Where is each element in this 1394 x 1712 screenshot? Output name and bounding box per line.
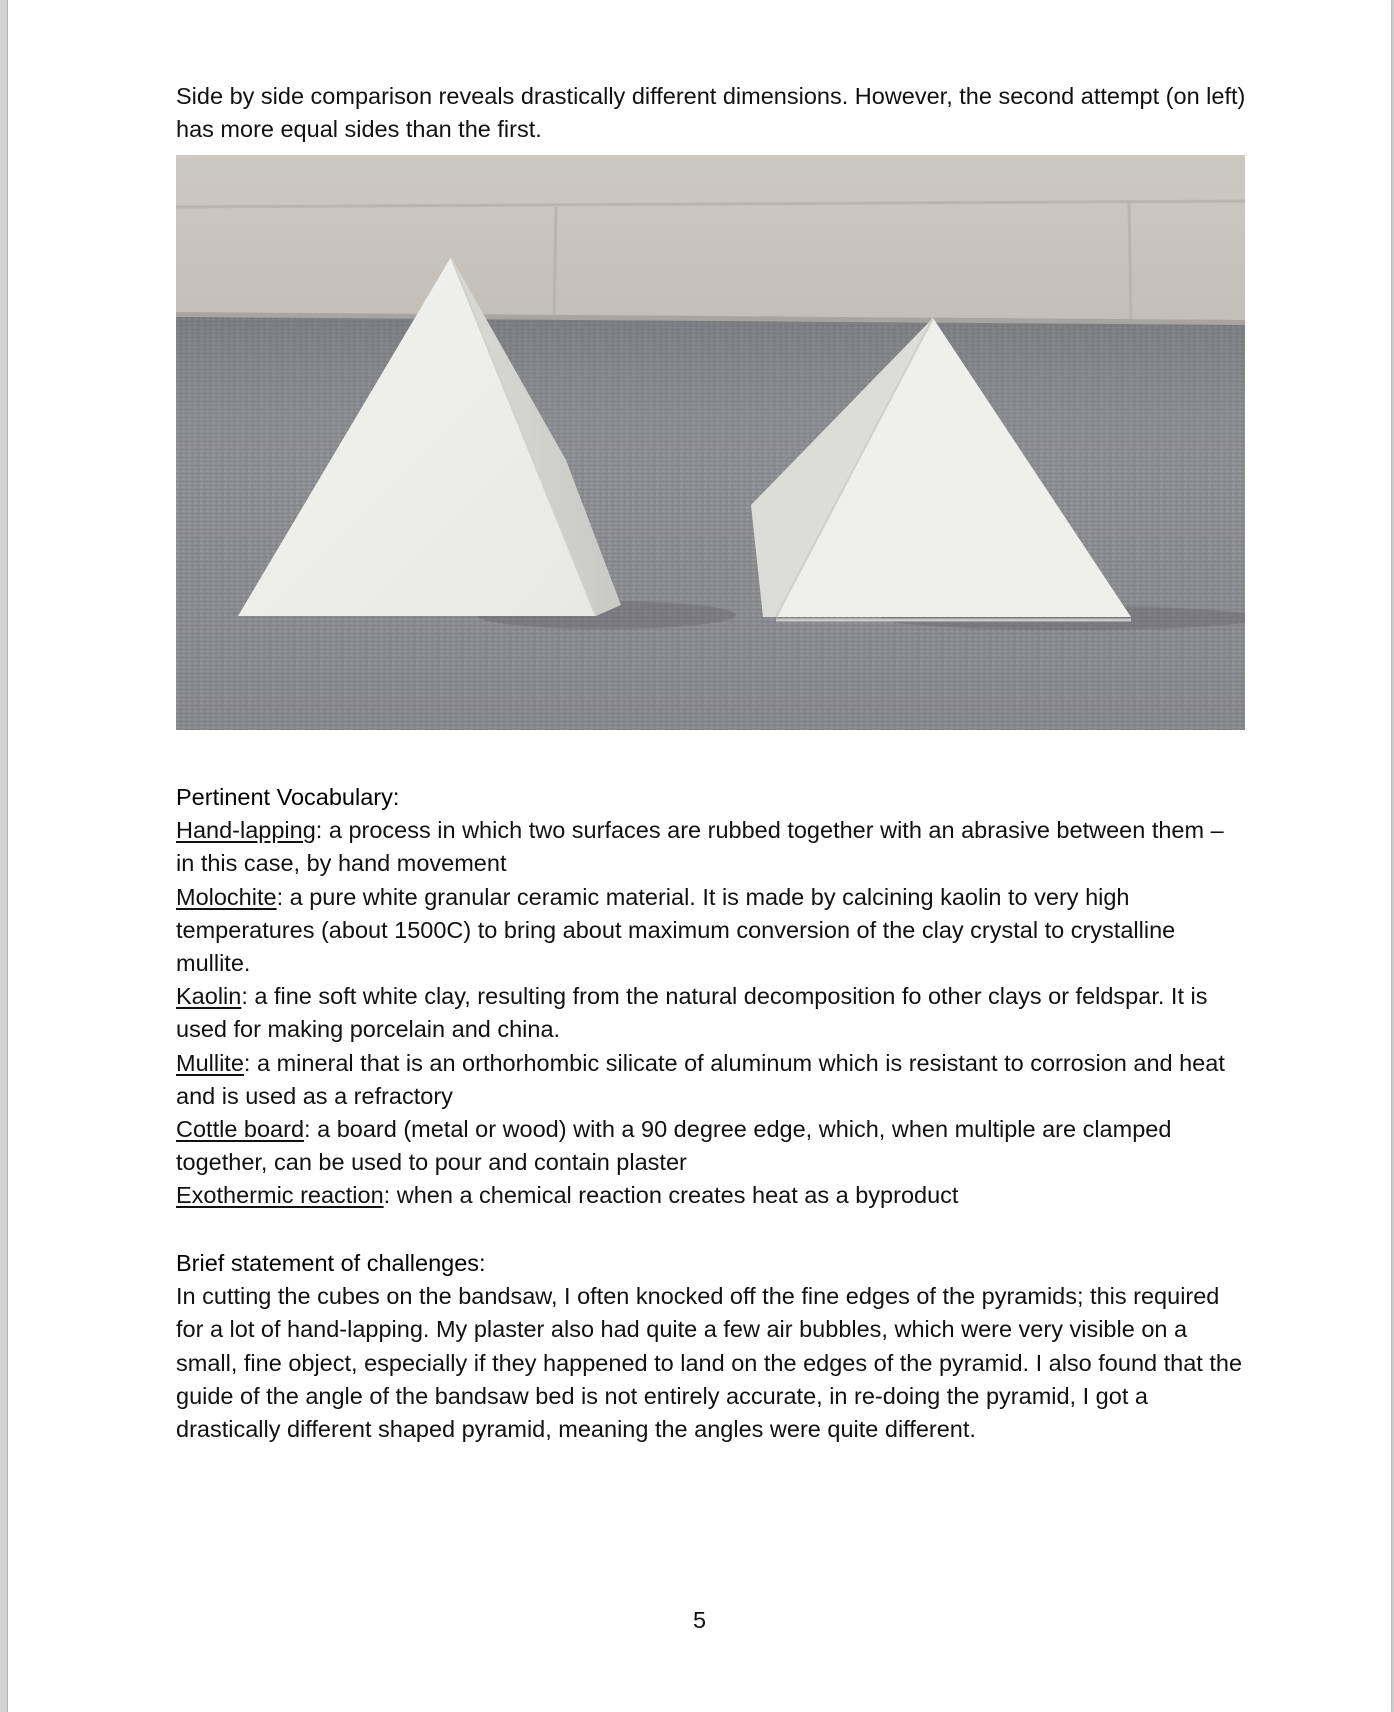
challenges-paragraph: In cutting the cubes on the bandsaw, I often knocked off the fine edges of the pyramids; this required for a lot of hand-lapping. My plaster also had quite a few air bubbles, which were very visible on a small, fine object, especially if they happened to land on the edges of the pyramid. I also found that the guide of the angle of the bandsaw bed is not entirely accurate, in re-doing the pyramid, I got a drastically different shaped pyramid, meaning the angles were quite different. [176, 1283, 1243, 1443]
vocab-definition: : a board (metal or wood) with a 90 degree edge, which, when multiple are clamped together, can be used to pour and contain plaster [176, 1116, 1172, 1176]
vocab-term: Exothermic reaction [176, 1182, 384, 1209]
vocab-term: Molochite [176, 883, 277, 910]
challenges-heading: Brief statement of challenges: [176, 1250, 486, 1276]
vocab-definition: : a pure white granular ceramic material. It is made by calcining kaolin to very high temperatures (about 1500C) to bring about maximum conversion of the clay crystal to crystalline mullite. [176, 883, 1176, 977]
vocab-definition: : when a chemical reaction creates heat as a byproduct [383, 1182, 959, 1209]
vocab-entry [176, 817, 1224, 876]
vocab-definition: : a fine soft white clay, resulting from the natural decomposition fo other clays or feldspar. It is used for making porcelain and china. [176, 983, 1208, 1043]
document-page [7, 0, 1391, 1712]
challenges-section [176, 1247, 1246, 1446]
vocab-entry [176, 1116, 1171, 1175]
vocab-term: Cottle board [176, 1116, 305, 1143]
intro-paragraph: Side by side comparison reveals drastically different dimensions. However, the second attempt (on left) has more equal sides than the first. [176, 83, 1246, 143]
vocab-entry [176, 884, 1175, 976]
vocabulary-heading: Pertinent Vocabulary: [176, 784, 400, 810]
vocab-term: Mullite [176, 1049, 244, 1076]
pyramids-photo [176, 155, 1245, 730]
vocab-entry [176, 983, 1207, 1042]
vocab-term: Hand-lapping [176, 817, 316, 844]
page-number: 5 [692, 1607, 707, 1633]
vocab-entry [176, 1050, 1225, 1109]
vocab-definition: : a process in which two surfaces are rubbed together with an abrasive between them – in this case, by hand movement [176, 817, 1224, 877]
vocab-term: Kaolin [176, 983, 242, 1010]
vocab-entry [176, 1182, 958, 1208]
vocab-definition: : a mineral that is an orthorhombic silicate of aluminum which is resistant to corrosion and heat and is used as a refractory [176, 1049, 1225, 1109]
vocabulary-section [176, 781, 1246, 1213]
